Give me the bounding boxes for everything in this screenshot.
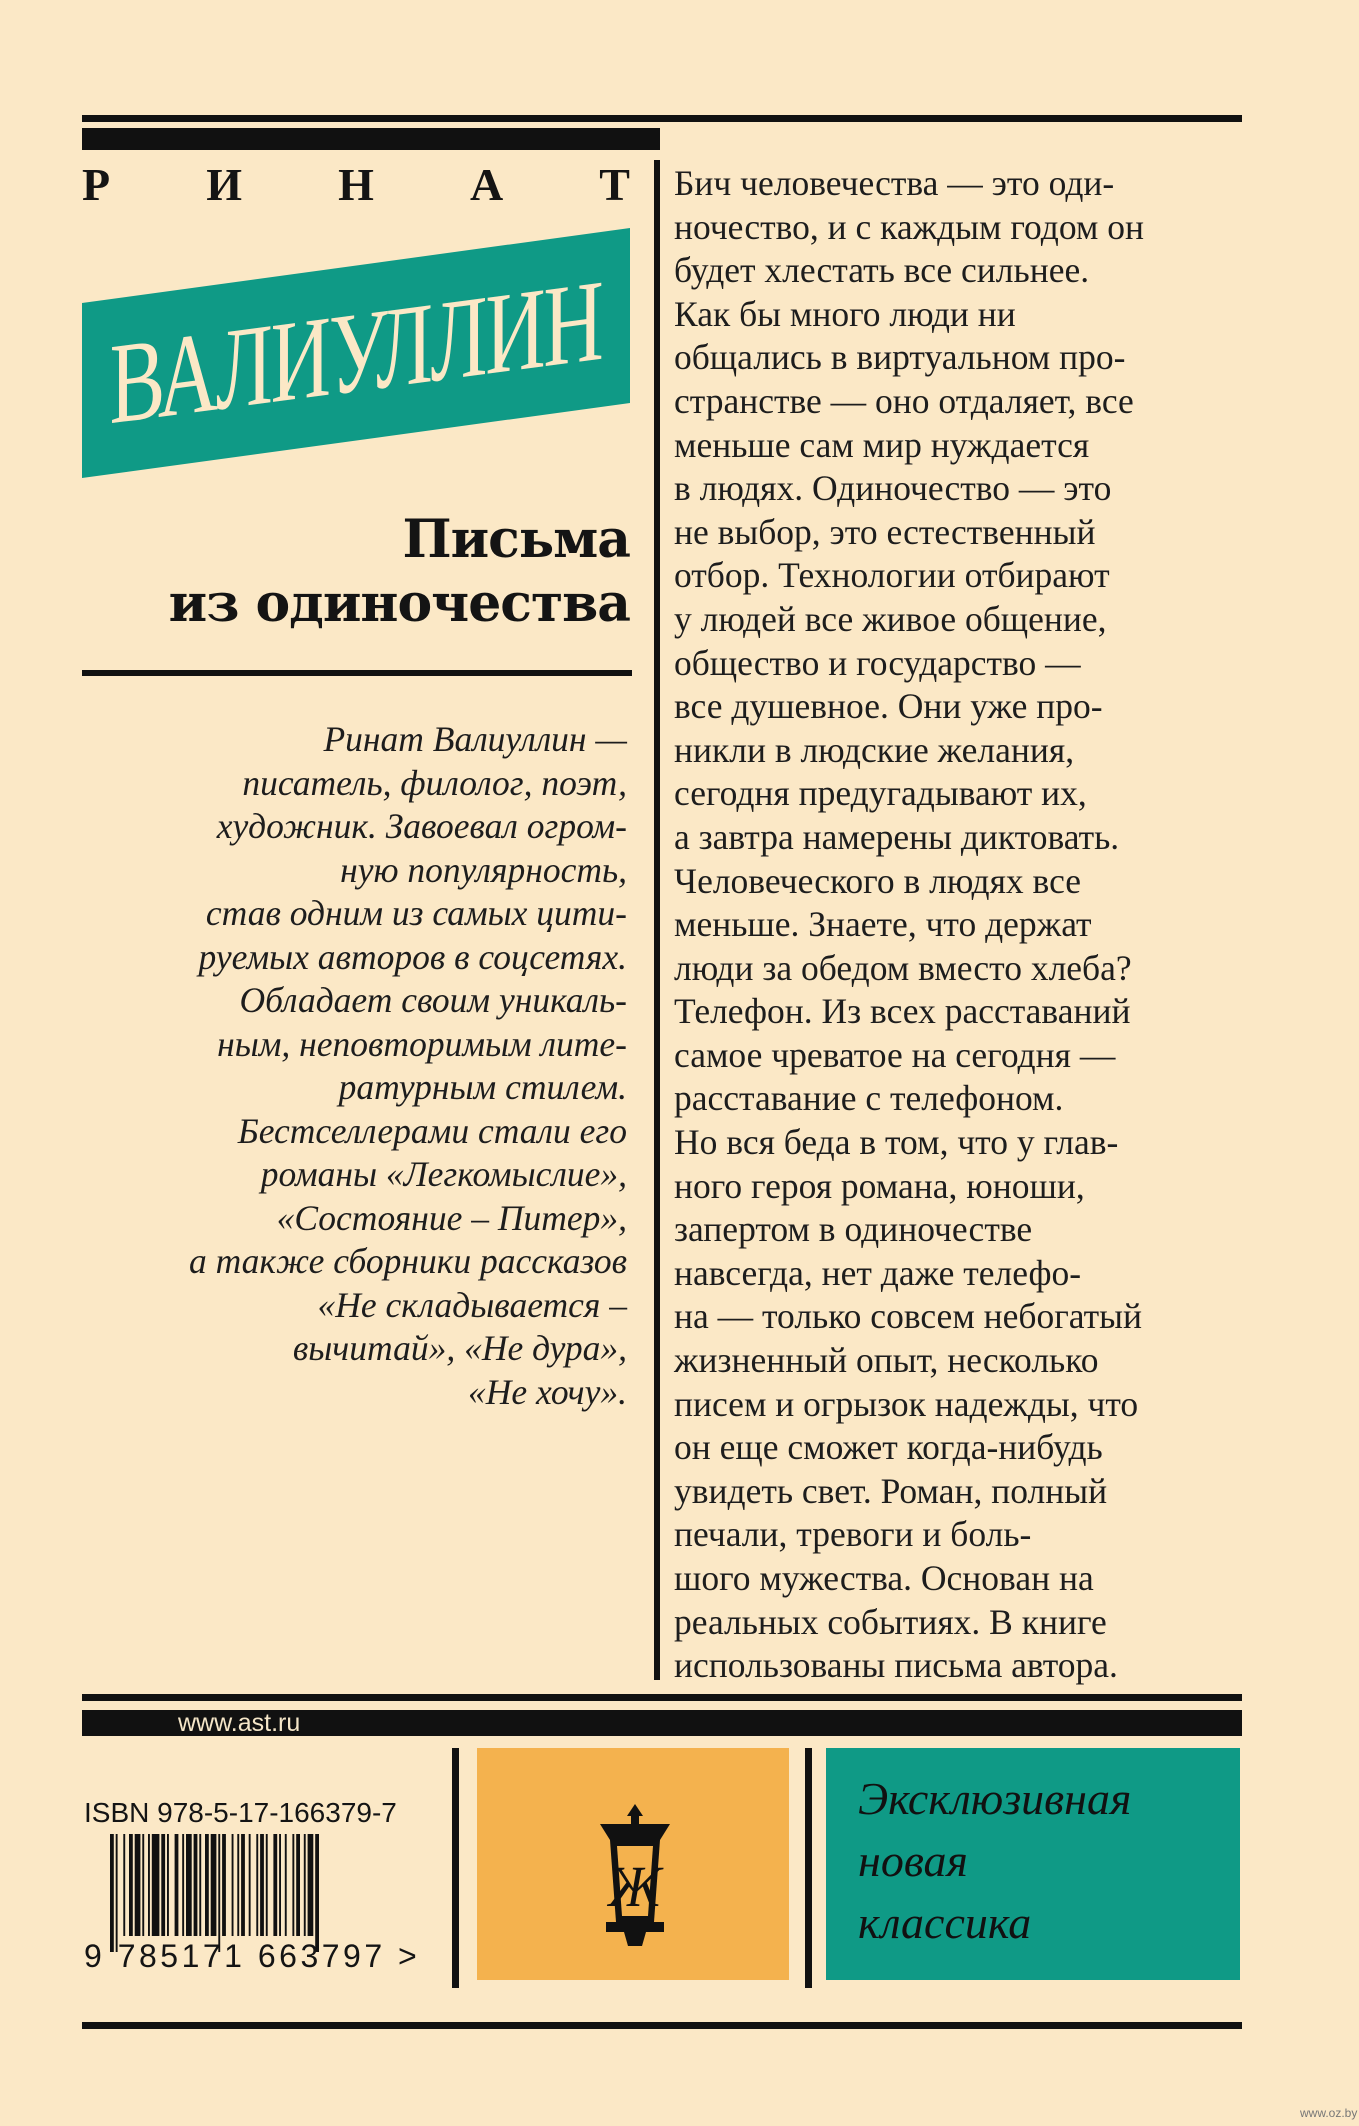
blurb-line: он еще сможет когда-нибудь [674,1427,1103,1468]
blurb-line: отбор. Технологии отбирают [674,555,1110,596]
bio-line: ным, неповторимым лите- [217,1023,627,1064]
barcode-bar [249,1834,251,1936]
barcode-bar [308,1834,314,1936]
blurb-line: не выбор, это естественный [674,511,1096,552]
barcode-bar [205,1834,209,1936]
column-divider [654,160,660,1680]
blurb-line: самое чреватое на сегодня — [674,1034,1116,1075]
blurb-line: использованы письма автора. [674,1645,1118,1686]
barcode-bar [256,1834,258,1936]
author-last-name-text: ВАЛИУЛЛИН [110,256,602,449]
barcode-bar [148,1834,150,1936]
blurb-line: Как бы много люди ни [674,293,1016,334]
barcode-bar [304,1834,306,1936]
blurb-line: запертом в одиночестве [674,1209,1033,1250]
bio-line: ратурным стилем. [338,1067,627,1107]
bio-line: ную популярность, [340,849,627,890]
bio-line: руемых авторов в соцсетях. [198,936,627,977]
barcode-bar [211,1834,217,1936]
barcode-bar [161,1834,165,1936]
barcode-bar [232,1834,234,1936]
barcode-digits: 9 785171 663797 > [84,1938,421,1974]
vertical-rule-1 [452,1748,459,1988]
blurb-line: ночество, и с каждым годом он [674,206,1144,247]
author-letter: А [469,159,504,210]
blurb-line: будет хлестать все сильнее. [674,250,1090,291]
barcode-bar [123,1834,125,1936]
bio-line: «Не хочу». [467,1371,627,1412]
blurb-line: в людях. Одиночество — это [674,468,1112,509]
title-underline-rule [82,670,632,676]
blurb-line: странстве — оно отдаляет, все [674,380,1134,421]
top-rule [82,115,1242,122]
bio-line: а также сборники рассказов [188,1241,627,1281]
blurb-line: писем и огрызок надежды, что [674,1383,1139,1424]
barcode-bar [186,1834,192,1936]
watermark: www.oz.by [1300,2106,1358,2120]
bio-line: вычитай», «Не дура», [292,1328,627,1368]
blurb-line: сегодня предугадывают их, [674,773,1087,814]
barcode-bar [218,1834,220,1952]
barcode-bar [285,1834,287,1936]
series-name [858,1768,1238,1954]
footer-top-rule [82,1694,1242,1701]
barcode-bar [241,1834,245,1936]
barcode-bar [110,1834,114,1952]
series-line-3: классика [858,1897,1032,1948]
barcode-bar [199,1834,201,1936]
blurb-line: увидеть свет. Роман, полный [674,1470,1108,1511]
blurb-line: меньше сам мир нуждается [674,424,1090,465]
bio-line: Обладает своим уникаль- [239,980,627,1020]
bio-line: «Не складывается – [317,1284,627,1325]
lantern-icon [580,1800,690,1950]
barcode-bar [237,1834,239,1936]
website-link: www.ast.ru [178,1709,301,1737]
author-letter: Н [338,159,374,210]
barcode-bar [129,1834,133,1936]
barcode-bar [222,1834,226,1936]
blurb-line: ного героя романа, юноши, [674,1165,1085,1206]
blurb-line: печали, тревоги и боль- [674,1514,1032,1555]
series-line-1: Эксклюзивная [858,1773,1132,1824]
barcode-bar [279,1834,281,1936]
blurb-line: общались в виртуальном про- [674,337,1126,378]
blurb-line: а завтра намерены диктовать. [674,816,1120,857]
blurb-line: жизненный опыт, несколько [674,1340,1099,1381]
barcode-bar [116,1834,118,1952]
blurb-line: на — только совсем небогатый [674,1296,1142,1337]
barcode-bar [273,1834,277,1936]
author-letter: И [206,159,242,210]
series-line-2: новая [858,1835,968,1886]
blurb-line: никли в людские желания, [674,729,1075,770]
blurb-line: шого мужества. Основан на [674,1558,1094,1598]
barcode-bar [315,1834,319,1952]
barcode-bar [296,1834,300,1936]
blurb-line: у людей все живое общение, [674,598,1107,639]
blurb-line: Но вся беда в том, что у глав- [674,1122,1119,1163]
barcode-bar [292,1834,294,1936]
bio-line: «Состояние – Питер», [276,1197,627,1238]
barcode-bar [152,1834,160,1936]
author-letter: Т [599,159,630,210]
bio-line: писатель, филолог, поэт, [242,762,627,803]
bio-line: романы «Легкомыслие», [260,1154,627,1194]
bio-line: Бестселлерами стали его [237,1110,627,1151]
book-blurb [674,162,1314,1688]
blurb-line: меньше. Знаете, что держат [674,904,1092,945]
blurb-line: общество и государство — [674,642,1081,683]
book-title-line-2: из одиночества [168,573,630,634]
barcode-bar [142,1834,144,1936]
isbn-label: ISBN 978-5-17-166379-7 [84,1797,397,1828]
blurb-line: Телефон. Из всех расставаний [674,991,1131,1032]
barcode-bar [266,1834,268,1936]
blurb-line: Человеческого в людях все [674,860,1082,901]
blurb-line: Бич человечества — это оди- [674,163,1115,203]
bio-line: художник. Завоевал огром- [216,806,627,846]
author-bio [67,718,627,1414]
barcode [110,1834,420,1952]
barcode-bar [260,1834,264,1936]
blurb-line: навсегда, нет даже телефо- [674,1252,1082,1293]
barcode-bar [175,1834,179,1936]
bio-line: Ринат Валиуллин — [323,719,627,759]
barcode-bar [135,1834,141,1936]
book-title-line-1: Письма [402,509,630,570]
barcode-bar [182,1834,184,1936]
blurb-line: люди за обедом вместо хлеба? [674,947,1132,988]
blurb-line: реальных событиях. В книге [674,1601,1107,1642]
barcode-bar [167,1834,169,1936]
bio-line: став одним из самых цити- [205,893,627,933]
top-left-thick-rule [82,128,660,150]
bottom-rule [82,2022,1242,2029]
book-title [70,508,630,636]
vertical-rule-2 [805,1748,812,1988]
author-letter: Р [82,159,111,210]
blurb-line: все душевное. Они уже про- [674,686,1103,727]
blurb-line: расставание с телефоном. [674,1078,1064,1119]
author-last-name [82,192,630,514]
barcode-bar [194,1834,198,1936]
svg-text:Ж: Ж [608,1854,662,1919]
